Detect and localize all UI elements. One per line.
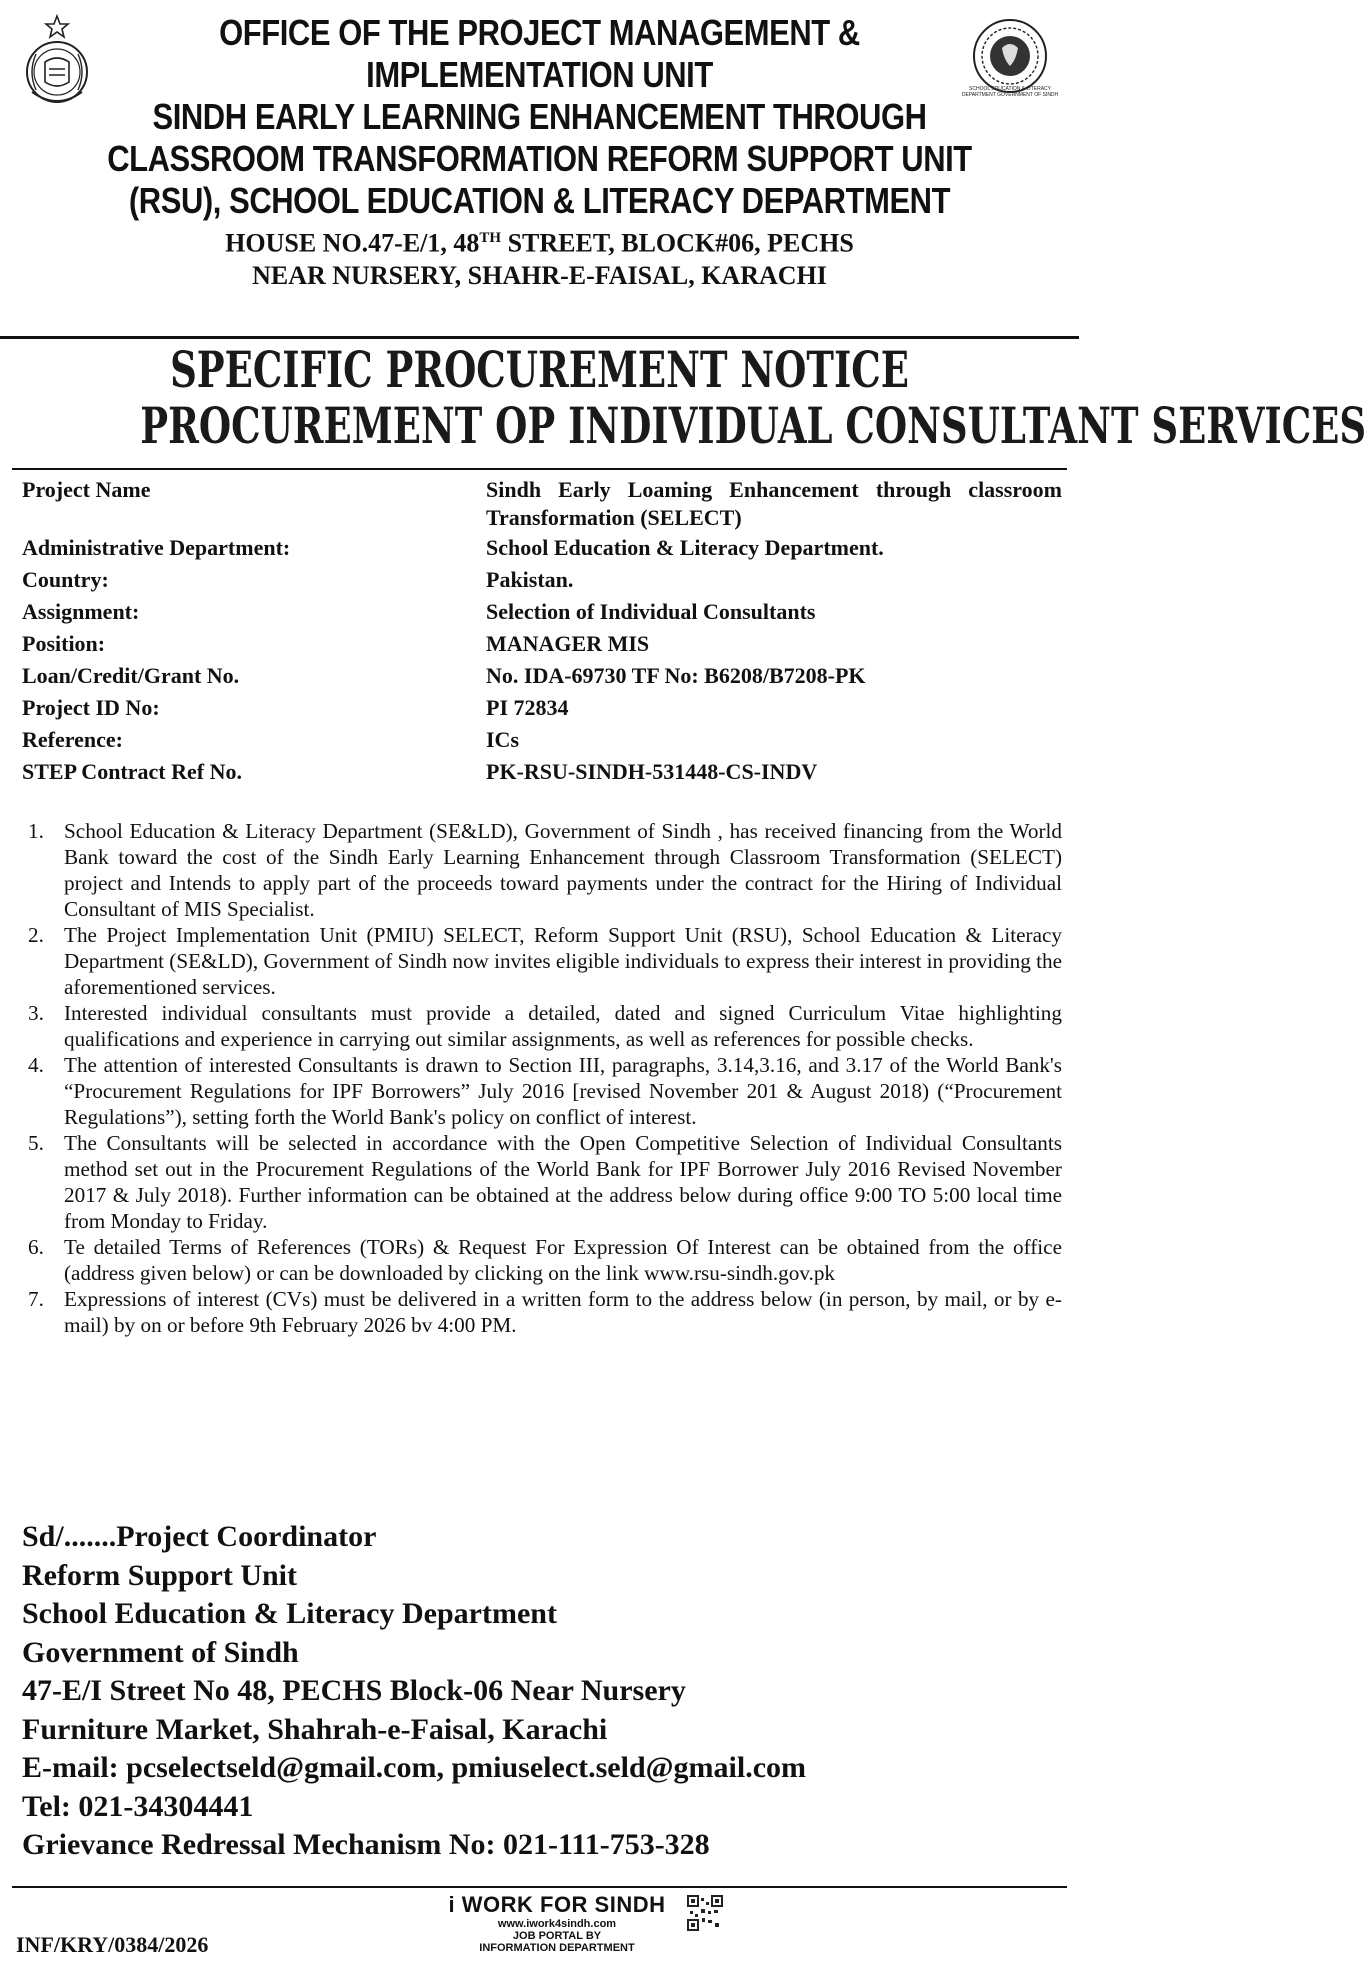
job-portal-badge <box>407 1892 707 1954</box>
divider <box>12 468 1067 470</box>
signature-block <box>22 1518 1062 1865</box>
header-line-2: IMPLEMENTATION UNIT <box>366 54 713 95</box>
detail-row: Reference: ICs <box>22 727 520 752</box>
detail-row: Assignment: Selection of Individual Consultants <box>22 599 816 624</box>
portal-caption-1: JOB PORTAL BY <box>512 1930 602 1942</box>
office-address-line-2: NEAR NURSERY, SHAHR-E-FAISAL, KARACHI <box>252 260 827 290</box>
list-item: 2. The Project Implementation Unit (PMIU) SELECT, Reform Support Unit (RSU), School Education & Literacy Department (SE&LD), Government of Sindh now invites eligible individuals to express their interest in providing the aforementioned services. <box>28 923 1062 999</box>
signature-address-1: 47-E/I Street No 48, PECHS Block-06 Near Nursery <box>22 1674 686 1707</box>
signature-department: School Education & Literacy Department <box>22 1597 557 1630</box>
portal-i-icon: i <box>448 1892 462 1917</box>
detail-row: Position: MANAGER MIS <box>22 631 650 656</box>
signatory: Sd/.......Project Coordinator <box>22 1520 377 1553</box>
notice-banner <box>0 336 1366 465</box>
detail-row: Loan/Credit/Grant No. No. IDA-69730 TF No: B6208/B7208-PK <box>22 663 866 688</box>
notice-title: SPECIFIC PROCUREMENT NOTICE <box>170 340 909 399</box>
detail-row: STEP Contract Ref No. PK-RSU-SINDH-531448-CS-INDV <box>22 759 818 784</box>
publication-reference: INF/KRY/0384/2026 <box>16 1932 209 1957</box>
header-line-1: OFFICE OF THE PROJECT MANAGEMENT & <box>219 12 860 53</box>
list-item: 4. The attention of interested Consultants is drawn to Section III, paragraphs, 3.14,3.16, and 3.17 of the World Bank's “Procurement Regulations for IPF Borrowers” July 2016 [revised November 201 & August 2018) (“Procurement Regulations”), setting forth the World Bank's policy on conflict of interest. <box>28 1053 1062 1129</box>
portal-title: i WORK FOR SINDH <box>448 1892 666 1917</box>
signature-address-2: Furniture Market, Shahrah-e-Faisal, Karachi <box>22 1712 608 1746</box>
project-details <box>22 474 1062 788</box>
detail-row: Country: Pakistan. <box>22 567 574 592</box>
detail-row: Administrative Department: School Education & Literacy Department. <box>22 535 884 560</box>
detail-row: Project Name Sindh Early Loaming Enhancement through classroom Transformation (SELECT) <box>22 477 1062 530</box>
list-item: 1. School Education & Literacy Department (SE&LD), Government of Sindh , has received financing from the World Bank toward the cost of the Sindh Early Learning Enhancement through Classroom Transformation (SELECT) project and Intends to apply part of the proceeds toward payments under the contract for the Hiring of Individual Consultant of MIS Specialist. <box>28 819 1062 921</box>
list-item: 5. The Consultants will be selected in accordance with the Open Competitive Selection of Individual Consultants method set out in the Procurement Regulations of the World Bank for IPF Borrower July 2016 Revised November 2017 & July 2018). Further information can be obtained at the address below during office 9:00 TO 5:00 local time from Monday to Friday. <box>28 1131 1062 1233</box>
contact-email: E-mail: pcselectseld@gmail.com, pmiuselect.seld@gmail.com <box>22 1751 806 1784</box>
list-item: 7. Expressions of interest (CVs) must be delivered in a written form to the address below (in person, by mail, or by e-mail) by on or before 9th February 2026 bv 4:00 PM. <box>28 1287 1062 1337</box>
header-line-4: CLASSROOM TRANSFORMATION REFORM SUPPORT UNIT <box>107 138 972 179</box>
right-logo-caption: SCHOOL EDUCATION & LITERACY DEPARTMENT GOVERNMENT OF SINDH <box>961 86 1059 98</box>
notice-paragraphs <box>22 818 1062 1338</box>
header-line-3: SINDH EARLY LEARNING ENHANCEMENT THROUGH <box>152 96 927 137</box>
signature-unit: Reform Support Unit <box>22 1558 297 1592</box>
detail-row: Project ID No: PI 72834 <box>22 695 569 720</box>
office-address-line-1: HOUSE NO.47-E/1, 48TH STREET, BLOCK#06, PECHS <box>225 228 854 258</box>
office-header <box>12 0 1067 292</box>
portal-url: www.iwork4sindh.com <box>497 1918 617 1930</box>
signature-government: Government of Sindh <box>22 1635 299 1669</box>
qr-code-icon <box>688 1896 722 1930</box>
grievance-number: Grievance Redressal Mechanism No: 021-111-753-328 <box>22 1828 710 1861</box>
list-item: 3. Interested individual consultants must provide a detailed, dated and signed Curriculum Vitae highlighting qualifications and experience in carrying out similar assignments, as well as references for possible checks. <box>28 1001 1062 1051</box>
header-line-5: (RSU), SCHOOL EDUCATION & LITERACY DEPARTMENT <box>128 180 951 221</box>
contact-phone: Tel: 021-34304441 <box>22 1789 254 1823</box>
footer <box>12 1886 1067 1966</box>
list-item: 6. Te detailed Terms of References (TORs) & Request For Expression Of Interest can be obtained from the office (address given below) or can be downloaded by clicking on the link www.rsu-sindh.gov.pk <box>28 1235 1062 1285</box>
notice-subtitle: PROCUREMENT OP INDIVIDUAL CONSULTANT SERVICES <box>140 396 1366 455</box>
portal-caption-2: INFORMATION DEPARTMENT <box>479 1942 635 1954</box>
sindh-government-emblem-icon <box>18 14 96 112</box>
